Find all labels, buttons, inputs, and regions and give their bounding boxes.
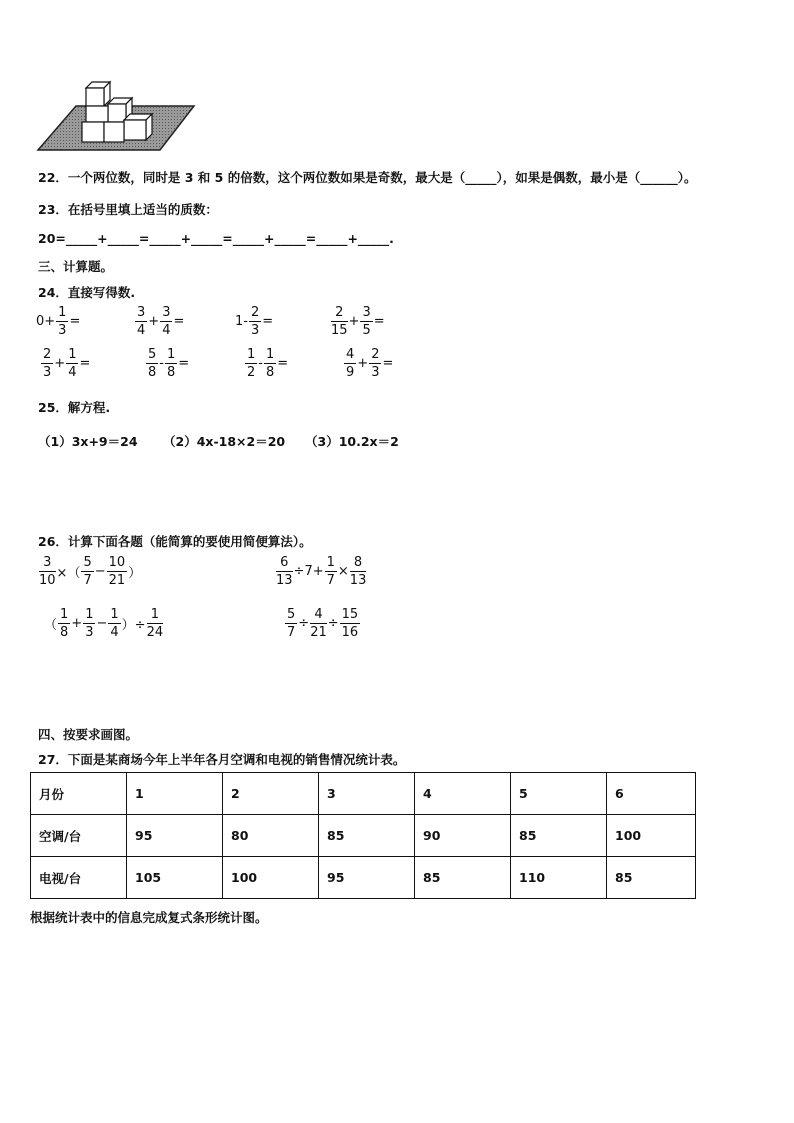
equals-sign: = — [178, 356, 190, 371]
table-cell: 110 — [511, 857, 607, 899]
expr-prefix: 0+ — [36, 314, 56, 329]
fraction: $\frac{8}{13}$ — [349, 555, 367, 588]
section-heading-3: 三、计算题。 — [38, 259, 114, 274]
cube-stack-figure — [36, 74, 198, 156]
question-text: 计算下面各题（能简算的要使用简便算法）。 — [67, 534, 312, 549]
operator: - — [258, 356, 263, 371]
question-text: 一个两位数，同时是 3 和 5 的倍数，这个两位数如果是奇数，最大是（_____），如果是偶数，最小是（______）。 — [67, 170, 697, 185]
operator: + — [148, 314, 160, 329]
fraction: $\frac{2}{3}$ — [43, 347, 52, 380]
expr-prefix: 1- — [235, 314, 248, 329]
section-heading-4: 四、按要求画图。 — [38, 727, 139, 742]
operator: - — [159, 356, 164, 371]
expression-26-3: （ $\frac{1}{8}$ + $\frac{1}{3}$ − $\frac{1}{4}$ ）÷ $\frac{1}{24}$ — [44, 607, 164, 640]
question-23-blank-line: 20=_____+_____=_____+_____=_____+_____=_____+_____. — [38, 231, 394, 246]
fraction: $\frac{3}{10}$ — [39, 555, 56, 588]
table-cell: 85 — [511, 815, 607, 857]
oral-calc-item — [343, 348, 393, 379]
fraction: $\frac{4}{9}$ — [346, 347, 355, 380]
oral-calc-item — [40, 348, 90, 379]
table-cell: 80 — [223, 815, 319, 857]
fraction: $\frac{3}{4}$ — [137, 305, 146, 338]
table-cell: 3 — [319, 773, 415, 815]
oral-calc-item — [235, 306, 273, 337]
question-number: 26． — [38, 534, 68, 549]
fraction: $\frac{1}{8}$ — [166, 347, 176, 380]
question-22 — [38, 168, 696, 186]
table-cell: 4 — [415, 773, 511, 815]
table-header-row — [31, 773, 696, 815]
table-cell: 95 — [319, 857, 415, 899]
fraction: $\frac{1}{8}$ — [265, 347, 275, 380]
table-cell: 月份 — [31, 773, 127, 815]
fraction: $\frac{5}{8}$ — [148, 347, 157, 380]
oral-calc-item — [134, 306, 184, 337]
table-cell: 95 — [127, 815, 223, 857]
question-number: 22． — [38, 170, 68, 185]
table-cell: 100 — [223, 857, 319, 899]
table-cell: 100 — [607, 815, 696, 857]
fraction: $\frac{1}{4}$ — [110, 607, 119, 640]
fraction: $\frac{2}{3}$ — [250, 305, 260, 338]
fraction: $\frac{5}{7}$ — [83, 555, 92, 588]
equation-3: （3）10.2x＝2 — [305, 434, 399, 449]
question-number: 25． — [38, 400, 68, 415]
table-cell: 2 — [223, 773, 319, 815]
equals-sign: = — [277, 356, 289, 371]
expression-26-4: $\frac{5}{7}$ ÷ $\frac{4}{21}$ ÷ $\frac{15}{16}$ — [287, 607, 359, 640]
question-text: 直接写得数. — [67, 285, 136, 300]
fraction: $\frac{1}{3}$ — [85, 607, 94, 640]
table-cell: 1 — [127, 773, 223, 815]
table-cell: 105 — [127, 857, 223, 899]
question-27-instruction: 根据统计表中的信息完成复式条形统计图。 — [30, 910, 268, 925]
fraction: $\frac{1}{3}$ — [58, 305, 67, 338]
sales-table — [30, 772, 696, 899]
fraction: $\frac{3}{4}$ — [162, 305, 171, 338]
fraction: $\frac{6}{13}$ — [276, 555, 293, 588]
table-cell: 85 — [415, 857, 511, 899]
expression-26-2: $\frac{6}{13}$ ÷7+ $\frac{1}{7}$ × $\frac{8}{13}$ — [276, 555, 367, 588]
fraction: $\frac{1}{24}$ — [146, 607, 164, 640]
question-text: 在括号里填上适当的质数： — [67, 202, 218, 217]
fraction: $\frac{1}{8}$ — [60, 607, 69, 640]
fraction: $\frac{1}{7}$ — [326, 555, 335, 588]
operator: + — [348, 314, 360, 329]
question-number: 23． — [38, 202, 68, 217]
operator: + — [357, 356, 369, 371]
oral-calc-item — [330, 306, 385, 337]
question-text: 解方程. — [67, 400, 111, 415]
question-25 — [38, 398, 110, 416]
question-23 — [38, 200, 218, 218]
oral-calc-item — [244, 348, 288, 379]
question-24 — [38, 283, 135, 301]
table-cell: 6 — [607, 773, 696, 815]
fraction: $\frac{2}{3}$ — [371, 347, 380, 380]
equals-sign: = — [79, 356, 91, 371]
operator: + — [54, 356, 66, 371]
table-cell: 5 — [511, 773, 607, 815]
equals-sign: = — [262, 314, 274, 329]
table-row — [31, 857, 696, 899]
equals-sign: = — [373, 314, 385, 329]
equation-1: （1）3x+9＝24 — [38, 434, 138, 449]
table-row — [31, 815, 696, 857]
expression-26-1: $\frac{3}{10}$ ×（ $\frac{5}{7}$ − $\frac{10}{21}$ ） — [39, 555, 142, 588]
fraction: $\frac{1}{2}$ — [247, 347, 256, 380]
question-number: 27． — [38, 752, 68, 767]
table-cell: 85 — [319, 815, 415, 857]
equals-sign: = — [69, 314, 81, 329]
table-cell: 电视/台 — [31, 857, 127, 899]
oral-calc-item — [36, 306, 80, 337]
equation-2: （2）4x-18×2＝20 — [163, 434, 286, 449]
equals-sign: = — [382, 356, 394, 371]
fraction: $\frac{2}{15}$ — [331, 305, 348, 338]
fraction: $\frac{15}{16}$ — [341, 607, 359, 640]
question-text: 下面是某商场今年上半年各月空调和电视的销售情况统计表。 — [67, 752, 406, 767]
question-number: 24． — [38, 285, 68, 300]
fraction: $\frac{10}{21}$ — [108, 555, 126, 588]
fraction: $\frac{3}{5}$ — [362, 305, 371, 338]
fraction: $\frac{4}{21}$ — [310, 607, 327, 640]
equals-sign: = — [173, 314, 185, 329]
oral-calc-item — [145, 348, 189, 379]
question-26 — [38, 532, 312, 550]
fraction: $\frac{5}{7}$ — [287, 607, 296, 640]
table-cell: 85 — [607, 857, 696, 899]
table-cell: 90 — [415, 815, 511, 857]
fraction: $\frac{1}{4}$ — [68, 347, 77, 380]
question-27 — [38, 750, 405, 768]
table-cell: 空调/台 — [31, 815, 127, 857]
